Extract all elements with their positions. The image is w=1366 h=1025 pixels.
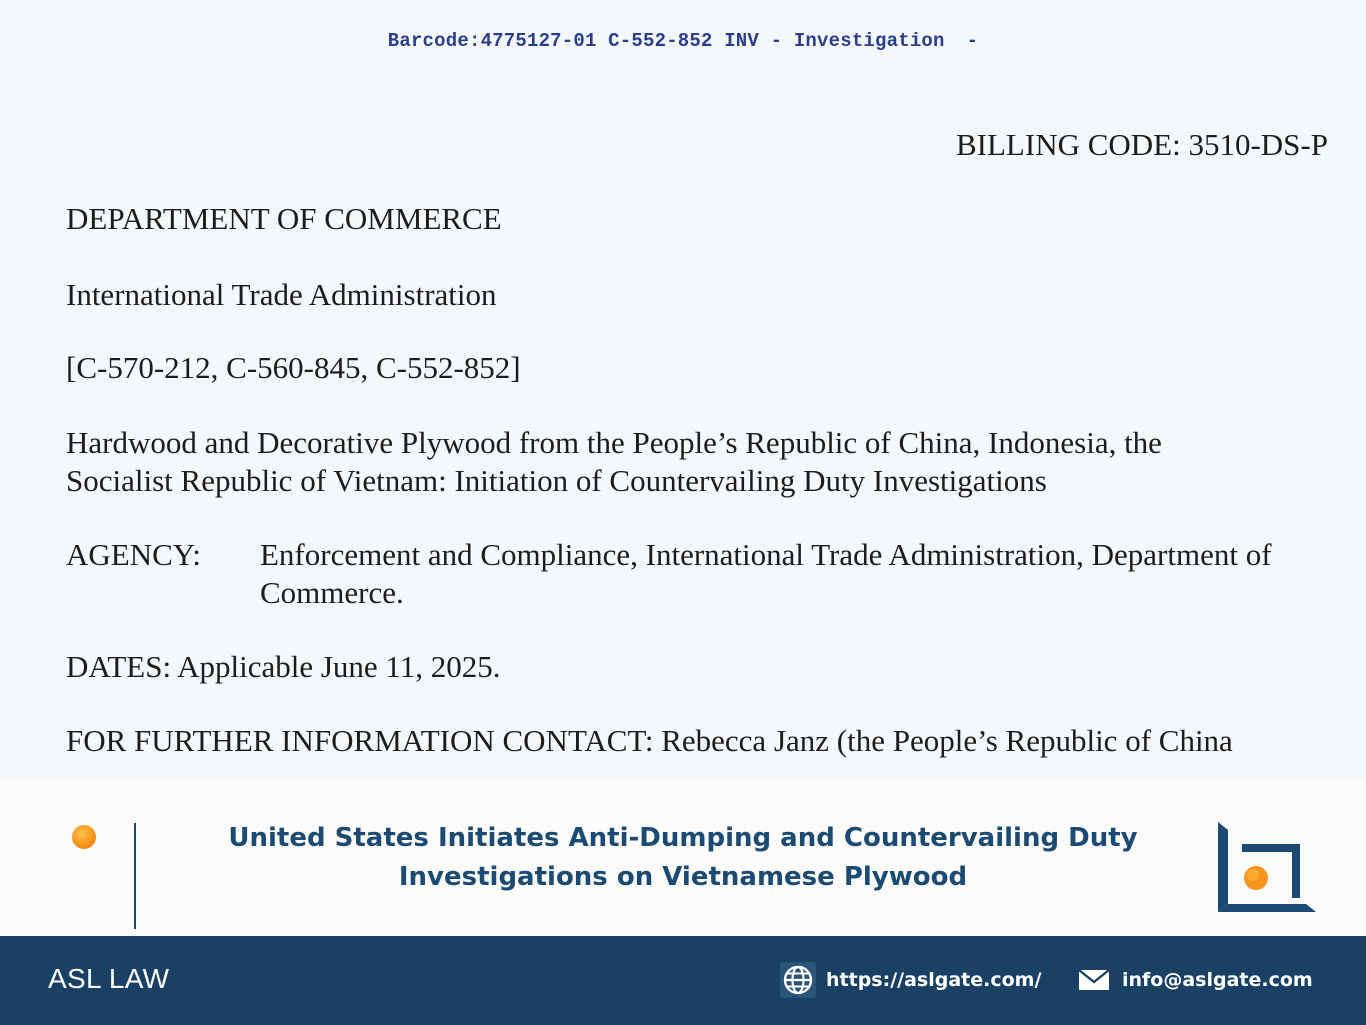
email-address[interactable]: info@aslgate.com: [1122, 969, 1313, 991]
barcode-header: [0, 30, 1366, 52]
billing-code: BILLING CODE: 3510-DS-P: [956, 127, 1328, 162]
headline-line-1: United States Initiates Anti-Dumping and Countervailing Duty: [228, 823, 1138, 853]
headline-line-2: Investigations on Vietnamese Plywood: [398, 862, 968, 892]
vertical-divider: [134, 823, 136, 929]
website-url[interactable]: https://aslgate.com/: [826, 969, 1042, 991]
email-link[interactable]: [1076, 962, 1313, 998]
agency-text: Enforcement and Compliance, International Trade Administration, Department of Commerce.: [260, 537, 1272, 610]
barcode-text: Barcode:4775127-01 C-552-852 INV - Investigation: [387, 30, 945, 52]
barcode-trailing: -: [966, 30, 979, 52]
website-link[interactable]: [780, 962, 1041, 998]
orange-dot-icon: [72, 825, 96, 849]
notice-title-line-1: Hardwood and Decorative Plywood from the People’s Republic of China, Indonesia, the: [66, 425, 1162, 460]
article-headline: [180, 819, 1186, 897]
mail-icon: [1076, 962, 1112, 998]
headline-banner: [0, 780, 1366, 936]
globe-icon: [780, 962, 816, 998]
asl-logo-icon: [1216, 820, 1320, 920]
agency-label: AGENCY:: [66, 537, 201, 572]
brand-name: ASL LAW: [48, 963, 170, 994]
footer-bar: [0, 936, 1366, 1025]
notice-title-line-2: Socialist Republic of Vietnam: Initiation of Countervailing Duty Investigations: [66, 463, 1047, 498]
dates-line: DATES: Applicable June 11, 2025.: [66, 649, 501, 684]
department-heading: DEPARTMENT OF COMMERCE: [66, 201, 502, 236]
case-numbers: [C-570-212, C-560-845, C-552-852]: [66, 350, 521, 385]
contact-line: FOR FURTHER INFORMATION CONTACT: Rebecca Janz (the People’s Republic of China: [66, 723, 1233, 758]
administration-heading: International Trade Administration: [66, 277, 497, 312]
